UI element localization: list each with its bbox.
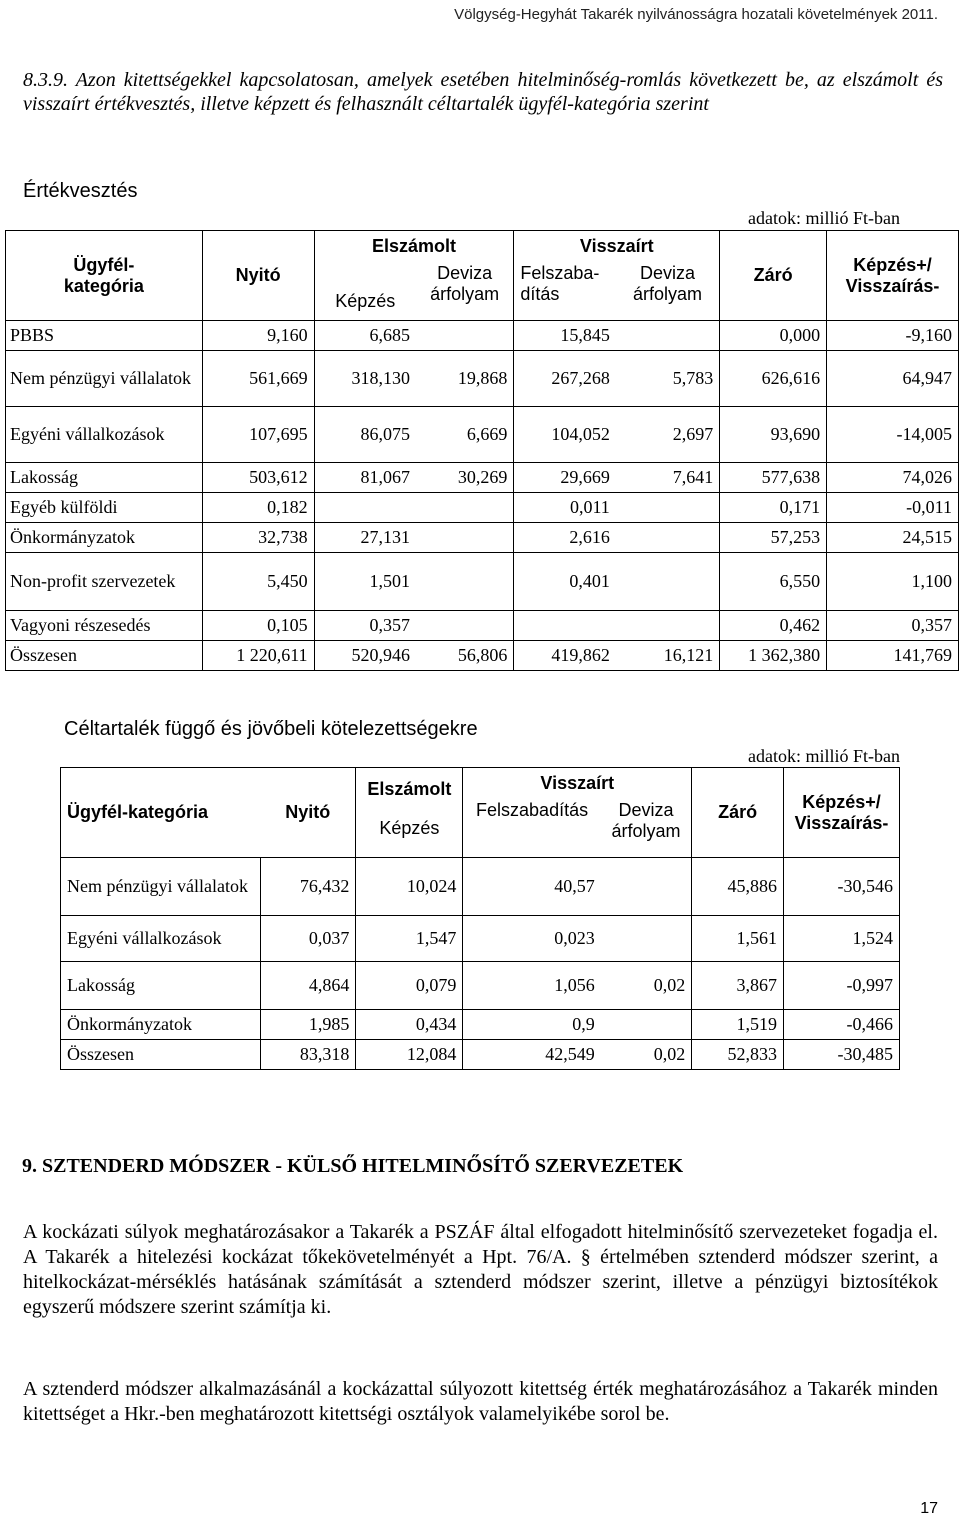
row-label: Lakosság	[61, 962, 261, 1010]
header-elszamolt: Elszámolt	[356, 768, 463, 800]
table-cell: 27,131	[314, 523, 416, 553]
table-cell: 1 362,380	[720, 641, 827, 671]
table-cell: 10,024	[356, 858, 463, 916]
table-row	[61, 916, 900, 962]
table-cell: 1,056	[463, 962, 601, 1010]
table-row	[6, 321, 959, 351]
table-cell: 626,616	[720, 351, 827, 407]
table-cell: -30,485	[784, 1040, 900, 1070]
table-row	[6, 523, 959, 553]
table-cell: 81,067	[314, 463, 416, 493]
table-cell: -0,466	[784, 1010, 900, 1040]
table-cell	[616, 321, 720, 351]
table-cell: 7,641	[616, 463, 720, 493]
table-cell: 15,845	[514, 321, 616, 351]
table-cell	[616, 493, 720, 523]
header-nyito: Nyitó	[202, 231, 314, 321]
header-visszairt: Visszaírt	[463, 768, 692, 800]
table-cell: 5,783	[616, 351, 720, 407]
table-cell: 6,550	[720, 553, 827, 611]
table-cell: 2,616	[514, 523, 616, 553]
table-cell: 76,432	[260, 858, 356, 916]
table-cell: -30,546	[784, 858, 900, 916]
table-row	[61, 962, 900, 1010]
table-row	[61, 1010, 900, 1040]
table-cell	[416, 493, 514, 523]
table-cell: -0,997	[784, 962, 900, 1010]
header-kepzes-visszairas: Képzés+/ Visszaírás-	[827, 231, 959, 321]
header-elszamolt: Elszámolt	[314, 231, 514, 263]
table-cell: 16,121	[616, 641, 720, 671]
provision-table	[60, 767, 900, 1070]
header-felszabaditas: Felszaba- dítás	[514, 263, 616, 321]
table-cell: 6,669	[416, 407, 514, 463]
header-deviza-arfolyam: Deviza árfolyam	[601, 800, 692, 858]
table-cell: 32,738	[202, 523, 314, 553]
table-cell: 1,519	[692, 1010, 784, 1040]
table-cell: 0,079	[356, 962, 463, 1010]
table-cell	[601, 858, 692, 916]
table-row	[6, 463, 959, 493]
header-kepzes: Képzés	[356, 800, 463, 858]
table1-caption: Értékvesztés	[23, 180, 138, 202]
table-cell: 104,052	[514, 407, 616, 463]
table-row	[6, 351, 959, 407]
header-visszairt: Visszaírt	[514, 231, 720, 263]
table-cell: 0,401	[514, 553, 616, 611]
table-cell: 577,638	[720, 463, 827, 493]
section-9-paragraph-2: A sztenderd módszer alkalmazásánál a kockázattal súlyozott kitettség érték meghatározásához a Takarék minden kitettséget a Hkr.-ben meghatározott kitettségi osztályok valamelyikébe sorol be.	[23, 1378, 938, 1425]
header-kepzes: Képzés	[314, 263, 416, 321]
table-cell: 52,833	[692, 1040, 784, 1070]
table-cell: 3,867	[692, 962, 784, 1010]
impairment-table	[5, 230, 959, 671]
header-kepzes-visszairas: Képzés+/ Visszaírás-	[784, 768, 900, 858]
header-deviza-arfolyam: Deviza árfolyam	[616, 263, 720, 321]
row-label: Összesen	[6, 641, 203, 671]
table-cell: 1,100	[827, 553, 959, 611]
row-label: Nem pénzügyi vállalatok	[6, 351, 203, 407]
table-cell	[416, 321, 514, 351]
table-cell: 12,084	[356, 1040, 463, 1070]
table-cell: 561,669	[202, 351, 314, 407]
table-cell: 24,515	[827, 523, 959, 553]
table-cell: 0,011	[514, 493, 616, 523]
row-label: Egyéni vállalkozások	[6, 407, 203, 463]
table-row	[6, 611, 959, 641]
table-cell: 0,02	[601, 962, 692, 1010]
table-cell	[416, 611, 514, 641]
table-cell: 520,946	[314, 641, 416, 671]
table-cell: 1,501	[314, 553, 416, 611]
table-cell: 56,806	[416, 641, 514, 671]
table-cell: 19,868	[416, 351, 514, 407]
table-cell	[601, 916, 692, 962]
table2-caption: Céltartalék függő és jövőbeli kötelezettségekre	[64, 718, 478, 740]
table-cell: 318,130	[314, 351, 416, 407]
table-cell: 30,269	[416, 463, 514, 493]
running-header: Völgység-Hegyhát Takarék nyilvánosságra hozatali követelmények 2011.	[454, 6, 938, 23]
row-label: Egyéni vállalkozások	[61, 916, 261, 962]
table-cell: 9,160	[202, 321, 314, 351]
table-cell: 0,023	[463, 916, 601, 962]
table-row	[6, 553, 959, 611]
table-cell	[601, 1010, 692, 1040]
table-cell	[416, 553, 514, 611]
table-cell: 0,9	[463, 1010, 601, 1040]
table-cell: 2,697	[616, 407, 720, 463]
row-label: Egyéb külföldi	[6, 493, 203, 523]
table-cell: 0,357	[827, 611, 959, 641]
section-9-title: 9. SZTENDERD MÓDSZER - KÜLSŐ HITELMINŐSÍTŐ SZERVEZETEK	[22, 1155, 684, 1177]
table-cell: 267,268	[514, 351, 616, 407]
table-cell	[616, 553, 720, 611]
table-cell: 1,561	[692, 916, 784, 962]
table-row	[6, 407, 959, 463]
table-cell: 64,947	[827, 351, 959, 407]
table-cell	[314, 493, 416, 523]
table-cell: 6,685	[314, 321, 416, 351]
table-row	[6, 493, 959, 523]
table-cell	[616, 611, 720, 641]
row-label: Önkormányzatok	[61, 1010, 261, 1040]
row-label: Összesen	[61, 1040, 261, 1070]
table2-units: adatok: millió Ft-ban	[748, 746, 900, 766]
table-cell: 4,864	[260, 962, 356, 1010]
table-cell: 45,886	[692, 858, 784, 916]
table-cell	[514, 611, 616, 641]
table-cell: 83,318	[260, 1040, 356, 1070]
table-cell: 0,434	[356, 1010, 463, 1040]
table-cell: 1 220,611	[202, 641, 314, 671]
table-row	[61, 858, 900, 916]
row-label: Vagyoni részesedés	[6, 611, 203, 641]
table-cell: 93,690	[720, 407, 827, 463]
row-label: PBBS	[6, 321, 203, 351]
table-cell: 0,357	[314, 611, 416, 641]
row-label: Önkormányzatok	[6, 523, 203, 553]
row-label: Non-profit szervezetek	[6, 553, 203, 611]
table-cell: 86,075	[314, 407, 416, 463]
table-row	[6, 641, 959, 671]
table-cell: -14,005	[827, 407, 959, 463]
table-cell: 0,182	[202, 493, 314, 523]
table-cell: 40,57	[463, 858, 601, 916]
table-cell: 1,547	[356, 916, 463, 962]
table-row	[61, 1040, 900, 1070]
table-cell	[616, 523, 720, 553]
header-felszabaditas: Felszabadítás	[463, 800, 601, 858]
table-cell: 0,000	[720, 321, 827, 351]
table-cell: 1,985	[260, 1010, 356, 1040]
table-cell: 419,862	[514, 641, 616, 671]
table-cell: 42,549	[463, 1040, 601, 1070]
table-cell: -9,160	[827, 321, 959, 351]
header-category: Ügyfél- kategória	[6, 231, 203, 321]
section-9-paragraph-1: A kockázati súlyok meghatározásakor a Takarék a PSZÁF által elfogadott hitelminősítő szervezeteket fogadja el. A Takarék a hitelezési kockázat tőkekövetelményét a Hpt. 76/A. § értelmében sztenderd módszer szerint, a hitelkockázat-mérséklés hatásának számítását a sztenderd módszer szerint, illetve a pénzügyi biztosítékok egyszerű módszere szerint számítja ki.	[23, 1221, 938, 1318]
table-cell: 29,669	[514, 463, 616, 493]
header-category: Ügyfél-kategória	[61, 768, 261, 858]
page-number: 17	[920, 1500, 938, 1517]
header-deviza-arfolyam: Deviza árfolyam	[416, 263, 514, 321]
table-cell	[416, 523, 514, 553]
table-cell: 107,695	[202, 407, 314, 463]
header-nyito: Nyitó	[260, 768, 356, 858]
table-cell: 74,026	[827, 463, 959, 493]
table1-units: adatok: millió Ft-ban	[748, 208, 900, 228]
table-cell: 5,450	[202, 553, 314, 611]
table-cell: 0,171	[720, 493, 827, 523]
table-cell: 0,037	[260, 916, 356, 962]
table-cell: 57,253	[720, 523, 827, 553]
header-zaro: Záró	[720, 231, 827, 321]
table-cell: 0,105	[202, 611, 314, 641]
section-heading: 8.3.9. Azon kitettségekkel kapcsolatosan, amelyek esetében hitelminőség-romlás következett be, az elszámolt és visszaírt értékvesztés, illetve képzett és felhasznált céltartalék ügyfél-kategória szerint	[23, 69, 943, 115]
table-cell: 0,462	[720, 611, 827, 641]
table-cell: 503,612	[202, 463, 314, 493]
table-cell: 0,02	[601, 1040, 692, 1070]
table-cell: 1,524	[784, 916, 900, 962]
table-cell: -0,011	[827, 493, 959, 523]
row-label: Lakosság	[6, 463, 203, 493]
row-label: Nem pénzügyi vállalatok	[61, 858, 261, 916]
table-cell: 141,769	[827, 641, 959, 671]
header-zaro: Záró	[692, 768, 784, 858]
